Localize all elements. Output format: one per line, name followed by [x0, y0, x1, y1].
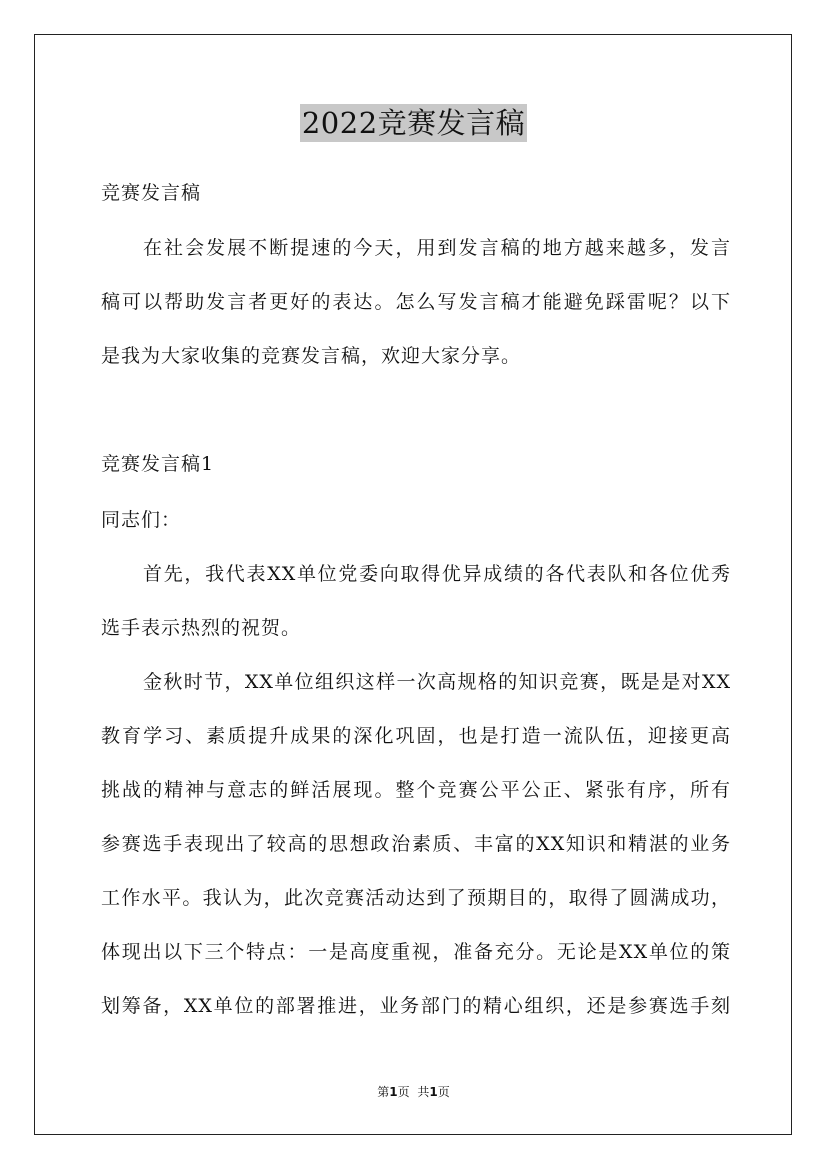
paragraph-line: 在社会发展不断提速的今天，用到发言稿的地方越来越多，发言 — [143, 237, 731, 259]
paragraph-line: 体现出以下三个特点：一是高度重视，准备充分。无论是XX单位的策 — [101, 941, 731, 963]
paragraph-line: 稿可以帮助发言者更好的表达。怎么写发言稿才能避免踩雷呢？以下 — [101, 291, 731, 313]
paragraph-line: 挑战的精神与意志的鲜活展现。整个竞赛公平公正、紧张有序，所有 — [101, 779, 731, 801]
salutation: 同志们： — [101, 509, 182, 531]
paragraph-line: 是我为大家收集的竞赛发言稿，欢迎大家分享。 — [101, 345, 522, 367]
section-heading: 竞赛发言稿1 — [101, 453, 215, 475]
total-suffix: 页 — [437, 1085, 450, 1099]
paragraph-line: 选手表示热烈的祝贺。 — [101, 617, 302, 639]
paragraph-line: 金秋时节，XX单位组织这样一次高规格的知识竞赛，既是是对XX — [143, 671, 731, 693]
page-prefix: 第 — [377, 1085, 390, 1099]
paragraph-line: 首先，我代表XX单位党委向取得优异成绩的各代表队和各位优秀 — [143, 563, 731, 585]
page-number: 1 — [389, 1085, 398, 1099]
total-prefix: 共 — [417, 1085, 430, 1099]
paragraph-line: 教育学习、素质提升成果的深化巩固，也是打造一流队伍，迎接更高 — [101, 725, 731, 747]
total-pages: 1 — [429, 1085, 438, 1099]
page-footer — [0, 1083, 827, 1100]
paragraph-line: 划筹备，XX单位的部署推进，业务部门的精心组织，还是参赛选手刻 — [101, 995, 731, 1017]
title-container — [0, 104, 827, 142]
paragraph-line: 工作水平。我认为，此次竞赛活动达到了预期目的，取得了圆满成功， — [101, 887, 731, 909]
page-suffix: 页 — [397, 1085, 410, 1099]
section-heading: 竞赛发言稿 — [101, 182, 202, 204]
document-title: 2022竞赛发言稿 — [301, 106, 526, 140]
paragraph-line: 参赛选手表现出了较高的思想政治素质、丰富的XX知识和精湛的业务 — [101, 833, 731, 855]
